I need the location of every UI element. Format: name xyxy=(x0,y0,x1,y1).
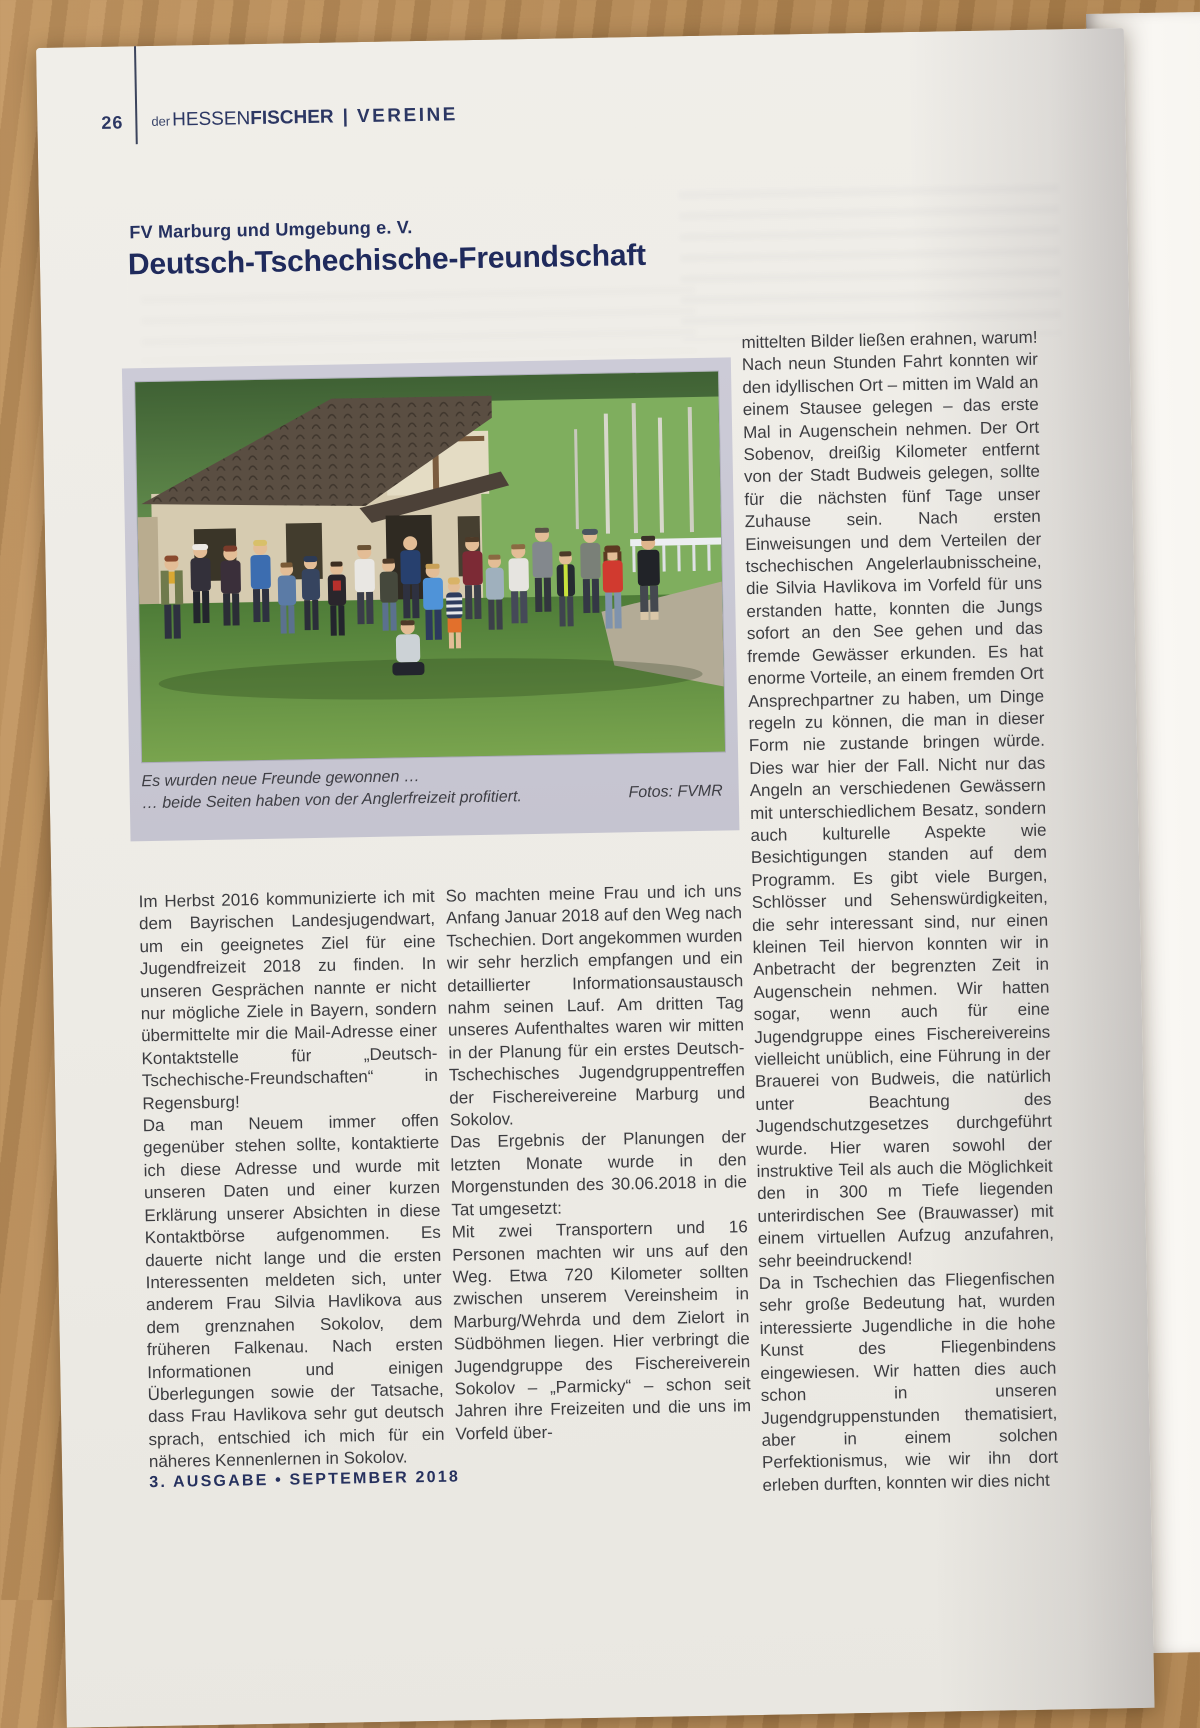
article-column-3 xyxy=(741,327,1058,1497)
section-divider: | xyxy=(342,106,349,128)
brand-name-bold: FISCHER xyxy=(250,106,334,130)
paragraph: mittelten Bilder ließen erahnen, warum! Nach neun Stunden Fahrt konnten wir den idyllischen Ort – mitten im Wald an einem Stausee gelegen – das erste Mal in Augenschein nehmen. Der Ort Sobenov, dreißig Kilometer entfernt von der Stadt Budweis gelegen, sollte für die nächsten fünf Tage unser Zuhause sein. Nach ersten Einweisungen und dem Verteilen der tschechischen Angelerlaubnisscheine, die Silvia Havlikova im Vorfeld für uns erstanden hatte, konnten die Jungs sofort an den See gehen und das fremde Gewässer erkunden. Es hat enorme Vorteile, an einem fremden Ort Ansprechpartner zu haben, um Dinge regeln zu können, die man in dieser Form nie zustande bringen würde. Dies war hier der Fall. Nicht nur das Angeln an verschiedenen Gewässern mit unterschiedlichem Besatz, sondern auch kulturelle Aspekte wie Besichtigungen standen auf dem Programm. Es gibt viele Burgen, Schlösser und Sehenswürdigkeiten, die sehr interessant sind, nur einen kleinen Teil hiervon konnten wir in Anbetracht der begrenzten Zeit in Augenschein nehmen. Wir hatten sogar, wenn auch für eine Jugendgruppe eines Fischereivereins vielleicht unüblich, eine Führung in der Brauerei von Budweis, die natürlich unter Beachtung des Jugendschutzgesetzes durchgeführt wurde. Hier waren sowohl der instruktive Teil als auch die Möglichkeit den in 300 m Tiefe liegenden unterirdischen See (Brauwasser) mit einem virtuellen Aufzug anzufahren, sehr beeindruckend! xyxy=(741,327,1055,1271)
paragraph: Da man Neuem immer offen gegenüber stehen sollte, kontaktierte ich diese Adresse und wurde mit unseren Daten und einer kurzen Erklärung unserer Absichten in diese Kontaktbörse aufgenommen. Es dauerte nicht lange und die ersten Interessenten meldeten sich, unter anderem Frau Silvia Havlikova aus dem grenznahen Sokolov, dem früheren Falkenau. Nach ersten Informationen und einigen Überlegungen sowie der Tatsache, dass Frau Havlikova sehr gut deutsch sprach, entschied ich mich für ein näheres Kennenlernen in Sokolov. xyxy=(142,1110,445,1472)
page-showthrough xyxy=(141,286,697,362)
group-photo xyxy=(135,372,725,763)
paragraph: Da in Tschechien das Fliegenfischen sehr große Bedeutung hat, wurden interessierte Jugendliche in die hohe Kunst des Fliegenbindens eingewiesen. Wir hatten dies auch schon in unseren Jugendgruppenstunden thematisiert, aber in einem solchen Perfektionismus, wie wir ihn dort erleben durften, konnten wir dies nicht xyxy=(758,1268,1059,1495)
photo-panel xyxy=(122,357,740,841)
section-label: VEREINE xyxy=(356,104,459,128)
paragraph: So machten meine Frau und ich uns Anfang Januar 2018 auf den Weg nach Tschechien. Dort angekommen wurden wir sehr herzlich empfangen und ein detaillierter Informationsaustausch nahm seinen Lauf. Am dritten Tag unseres Aufenthaltes waren wir mitten in der Planung für ein erstes Deutsch-Tschechisches Jugendgruppentreffen der Fischereivereine Marburg und Sokolov. xyxy=(445,881,746,1130)
page-number: 26 xyxy=(101,112,124,133)
brand-prefix: der xyxy=(151,113,171,129)
article-kicker: FV Marburg und Umgebung e. V. xyxy=(129,217,413,243)
brand-name: HESSEN xyxy=(171,108,251,131)
magazine-page xyxy=(36,28,1155,1728)
header-divider-rule xyxy=(134,46,138,144)
article-column-1 xyxy=(138,886,445,1474)
article-column-2 xyxy=(445,880,751,1445)
photo-caption xyxy=(141,764,522,815)
paragraph: Mit zwei Transportern und 16 Personen machten wir uns auf den Weg. Etwa 720 Kilometer sollten zwischen unserem Vereinsheim in Marburg/Wehrda und dem Zielort in Südböhmen liegen. Hier verbringt die Jugendgruppe des Fischereiverein Sokolov – „Parmicky“ – schon seit Jahren ihre Freizeiten und die uns im Vorfeld über- xyxy=(451,1217,752,1444)
paragraph: Das Ergebnis der Planungen der letzten Monate wurde in den Morgenstunden des 30.06.2018 in die Tat umgesetzt: xyxy=(449,1127,748,1220)
article-title: Deutsch-Tschechische-Freundschaft xyxy=(127,238,647,282)
photo-caption-line1: Es wurden neue Freunde gewonnen … xyxy=(141,768,420,791)
page-showthrough xyxy=(679,184,1062,341)
photo-caption-line2: … beide Seiten haben von der Anglerfreizeit profitiert. xyxy=(141,788,523,813)
issue-footer: 3. AUSGABE • SEPTEMBER 2018 xyxy=(149,1468,461,1492)
magazine-header xyxy=(151,104,458,132)
group-photo-illustration xyxy=(135,372,725,763)
photo-credit: Fotos: FVMR xyxy=(628,782,723,802)
paragraph: Im Herbst 2016 kommunizierte ich mit dem Bayrischen Landesjugendwart, um ein geeignetes Ziel für eine Jugendfreizeit 2018 zu finden. In unseren Gesprächen nannte er nicht nur mögliche Ziele in Bayern, sondern übermittelte mir die Mail-Adresse einer Kontaktstelle für „Deutsch-Tschechische-Freundschaften“ in Regensburg! xyxy=(138,886,439,1113)
